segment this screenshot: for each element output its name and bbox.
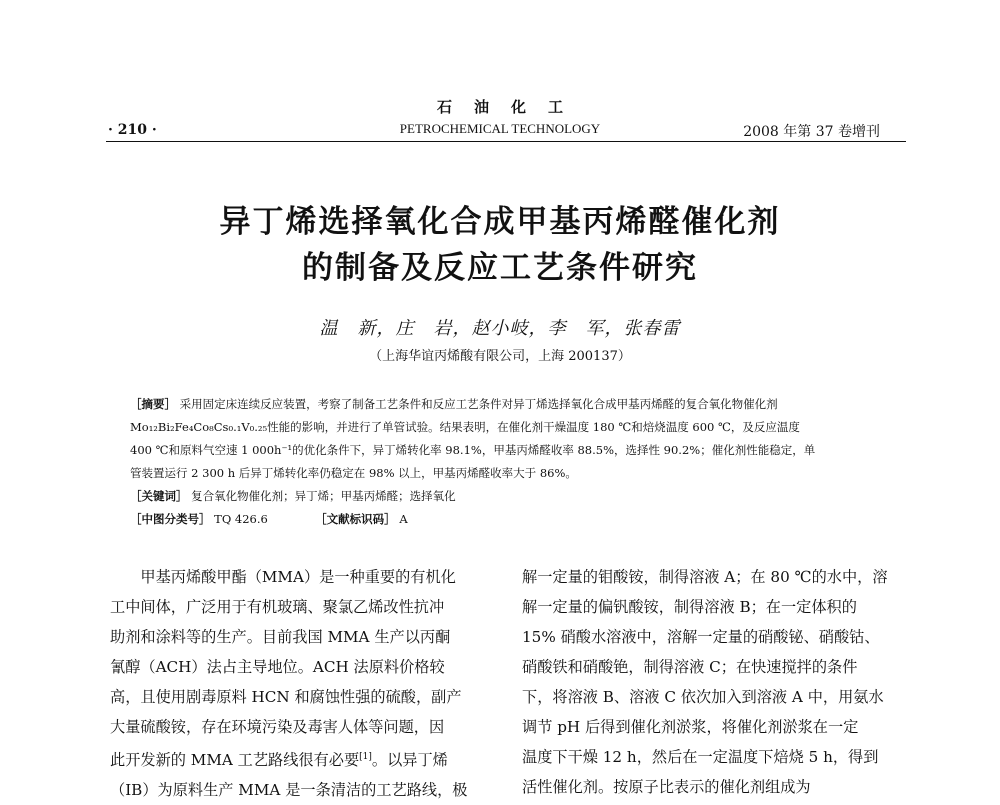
author-list: 温 新，庄 岩，赵小岐，李 军，张春雷 [319,318,681,339]
clc-value: TQ 426.6 [214,512,268,526]
header-rule [106,141,906,142]
journal-name-en: PETROCHEMICAL TECHNOLOGY [399,121,601,136]
body-text: 此开发新的 MMA 工艺路线很有必要 [110,751,360,770]
body-line: 氰醇（ACH）法占主导地位。ACH 法原料价格较 [110,658,445,676]
keywords-label: ［关键词］ [130,489,188,503]
body-line: 下，将溶液 B、溶液 C 依次加入到溶液 A 中，用氨水 [522,688,884,706]
abstract-text: 采用固定床连续反应装置，考察了制备工艺条件和反应工艺条件对异丁烯选择氧化合成甲基丙烯醛的复合氧化物催化剂 [179,397,778,411]
keywords-text: 复合氧化物催化剂；异丁烯；甲基丙烯醛；选择氧化 [191,489,456,503]
article-title-line-1: 异丁烯选择氧化合成甲基丙烯醛催化剂 [219,204,781,240]
classification-line [130,508,880,531]
body-line: 15% 硝酸水溶液中，溶解一定量的硝酸铋、硝酸钴、 [522,628,880,646]
clc-label: ［中图分类号］ [130,512,211,526]
body-line: 解一定量的钼酸铵，制得溶液 A；在 80 ℃的水中，溶 [522,568,888,586]
issue-info: 2008 年第 37 卷增刊 [743,124,880,140]
body-line: 温度下干燥 12 h，然后在一定温度下焙烧 5 h，得到 [522,748,879,766]
keywords-line [130,485,880,508]
doc-code-label: ［文献标识码］ [315,512,396,526]
body-line: 解一定量的偏钒酸铵，制得溶液 B；在一定体积的 [522,598,857,616]
body-line: 工中间体，广泛用于有机玻璃、聚氯乙烯改性抗冲 [110,598,445,616]
abstract-line [130,393,880,416]
doc-code-value: A [399,512,408,526]
abstract-line: 400 ℃和原料气空速 1 000h⁻¹的优化条件下，异丁烯转化率 98.1%，甲基丙烯醛收率 88.5%，选择性 90.2%；催化剂性能稳定，单 [130,443,816,457]
abstract-label: ［摘要］ [130,397,176,411]
body-line: （IB）为原料生产 MMA 是一条清洁的工艺路线，极 [110,781,468,800]
body-text: 。以异丁烯 [371,751,448,770]
body-line [110,742,500,775]
abstract-block [130,393,880,531]
journal-name-cn: 石油化工 [436,98,585,116]
body-line: 硝酸铁和硝酸铯，制得溶液 C；在快速搅拌的条件 [522,658,858,676]
body-line: 大量硫酸铵，存在环境污染及毒害人体等问题，因 [110,718,445,736]
body-line: 活性催化剂。按原子比表示的催化剂组成为 [522,778,811,796]
body-column-left [110,562,500,805]
abstract-line: 管装置运行 2 300 h 后异丁烯转化率仍稳定在 98% 以上，甲基丙烯醛收率大于 86%。 [130,466,577,480]
affiliation: （上海华谊丙烯酸有限公司，上海 200137） [369,349,631,364]
reference-mark[interactable]: [1] [359,752,372,762]
article-title-line-2: 的制备及反应工艺条件研究 [302,250,698,286]
page-number: · 210 · [108,122,157,138]
abstract-line: Mo₁₂Bi₂Fe₄Co₈Cs₀.₁V₀.₂₅性能的影响，并进行了单管试验。结果表明，在催化剂干燥温度 180 ℃和焙烧温度 600 ℃，及反应温度 [130,420,800,434]
body-line: 助剂和涂料等的生产。目前我国 MMA 生产以丙酮 [110,628,451,646]
body-line: 调节 pH 后得到催化剂淤浆，将催化剂淤浆在一定 [522,718,859,736]
body-line: 甲基丙烯酸甲酯（MMA）是一种重要的有机化 [110,568,456,586]
body-column-right [522,562,912,802]
body-line: 高，且使用剧毒原料 HCN 和腐蚀性强的硫酸，副产 [110,688,462,706]
